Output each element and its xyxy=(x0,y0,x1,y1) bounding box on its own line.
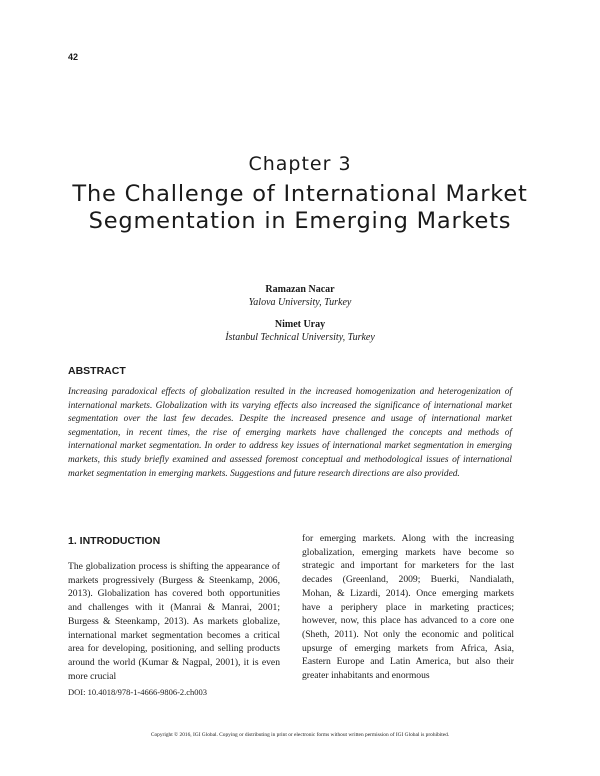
author-block xyxy=(0,318,600,344)
page-number: 42 xyxy=(68,52,79,62)
introduction-heading: 1. INTRODUCTION xyxy=(68,535,161,547)
chapter-label: Chapter 3 xyxy=(248,153,352,175)
introduction-right-column: for emerging markets. Along with the increasing globalization, emerging markets have become so strategic and important for marketers for the last decades (Greenland, 2009; Buerki, Nandialath, Mohan, & Lizardi, 2014). Once emerging markets have a periphery place in marketing practices; however, now, this place has advanced to a core one (Sheth, 2011). Not only the economic and political upsurge of emerging markets from Africa, Asia, Eastern Europe and Latin America, but also their greater inhabitants and enormous xyxy=(302,533,514,682)
introduction-left-column: The globalization process is shifting the appearance of markets progressively (Burgess & Steenkamp, 2006, 2013). Globalization has covered both opportunities and challenges with it (Manrai & Manrai, 2001; Burgess & Steenkamp, 2013). As markets globalize, international market segmentation becomes a critical area for developing, positioning, and selling products around the world (Kumar & Nagpal, 2001), it is even more crucial xyxy=(68,561,280,682)
author-affiliation: Yalova University, Turkey xyxy=(248,297,352,308)
chapter-title: The Challenge of International Market Segmentation in Emerging Markets xyxy=(72,181,528,234)
author-block xyxy=(0,283,600,309)
abstract-heading: ABSTRACT xyxy=(68,365,126,377)
author-name: Ramazan Nacar xyxy=(265,284,335,295)
copyright-notice: Copyright © 2016, IGI Global. Copying or distributing in print or electronic forms without written permission of IGI Global is prohibited. xyxy=(150,732,450,738)
abstract-text: Increasing paradoxical effects of globalization resulted in the increased homogenization and heterogenization of international markets. Globalization with its varying effects also increased the significance of international market segmentation over the last few decades. Despite the increased presence and usage of international market segmentation, in recent times, the rise of emerging markets have challenged the concepts and methods of international market segmentation. In order to address key issues of international market segmentation in emerging markets, this study briefly examined and assessed foremost conceptual and methodological issues of international market segmentation in emerging markets. Suggestions and future research directions are also provided. xyxy=(68,387,512,479)
author-name: Nimet Uray xyxy=(274,319,326,330)
author-affiliation: İstanbul Technical University, Turkey xyxy=(225,332,375,343)
doi: DOI: 10.4018/978-1-4666-9806-2.ch003 xyxy=(68,687,208,697)
